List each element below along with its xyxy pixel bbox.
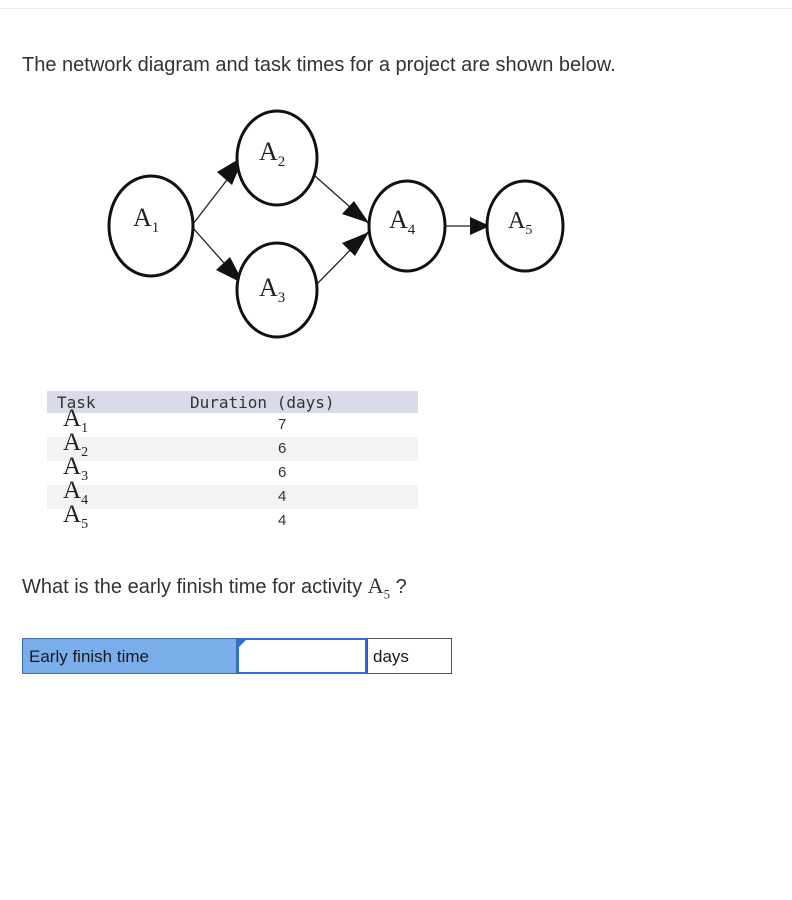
node-a1-label: $A_1$ — [133, 203, 160, 236]
activity-symbol: $A_5$ — [367, 573, 391, 602]
task-cell: $A_2$ — [63, 429, 89, 460]
node-a4-label: $A_4$ — [389, 205, 416, 238]
early-finish-input[interactable] — [237, 638, 367, 674]
arrowhead-a4-bottom — [342, 232, 369, 256]
duration-cell: 4 — [278, 512, 287, 529]
task-cell: $A_3$ — [63, 453, 89, 484]
question-text: The network diagram and task times for a project are shown below. — [22, 54, 616, 76]
task-cell: $A_1$ — [63, 405, 89, 436]
duration-cell: 4 — [278, 488, 287, 505]
early-finish-label: Early finish time — [22, 638, 237, 674]
task-cell: $A_4$ — [63, 477, 89, 508]
task-cell: $A_5$ — [63, 501, 89, 532]
header-task: Task — [57, 393, 96, 412]
node-a2-label: $A_2$ — [259, 137, 286, 170]
duration-cell: 7 — [278, 416, 287, 433]
node-a3-label: $A_3$ — [259, 273, 286, 306]
header-duration: Duration (days) — [190, 393, 335, 412]
task-names-column — [63, 405, 103, 533]
table-header — [47, 391, 418, 413]
input-corner-marker — [239, 640, 246, 647]
duration-cell: 6 — [278, 440, 287, 457]
unit-label: days — [367, 638, 452, 674]
network-diagram — [0, 0, 792, 360]
duration-cell: 6 — [278, 464, 287, 481]
node-a5-label: $A_5$ — [508, 208, 533, 238]
prompt-text: What is the early finish time for activity $A_5$ ? — [22, 573, 407, 602]
